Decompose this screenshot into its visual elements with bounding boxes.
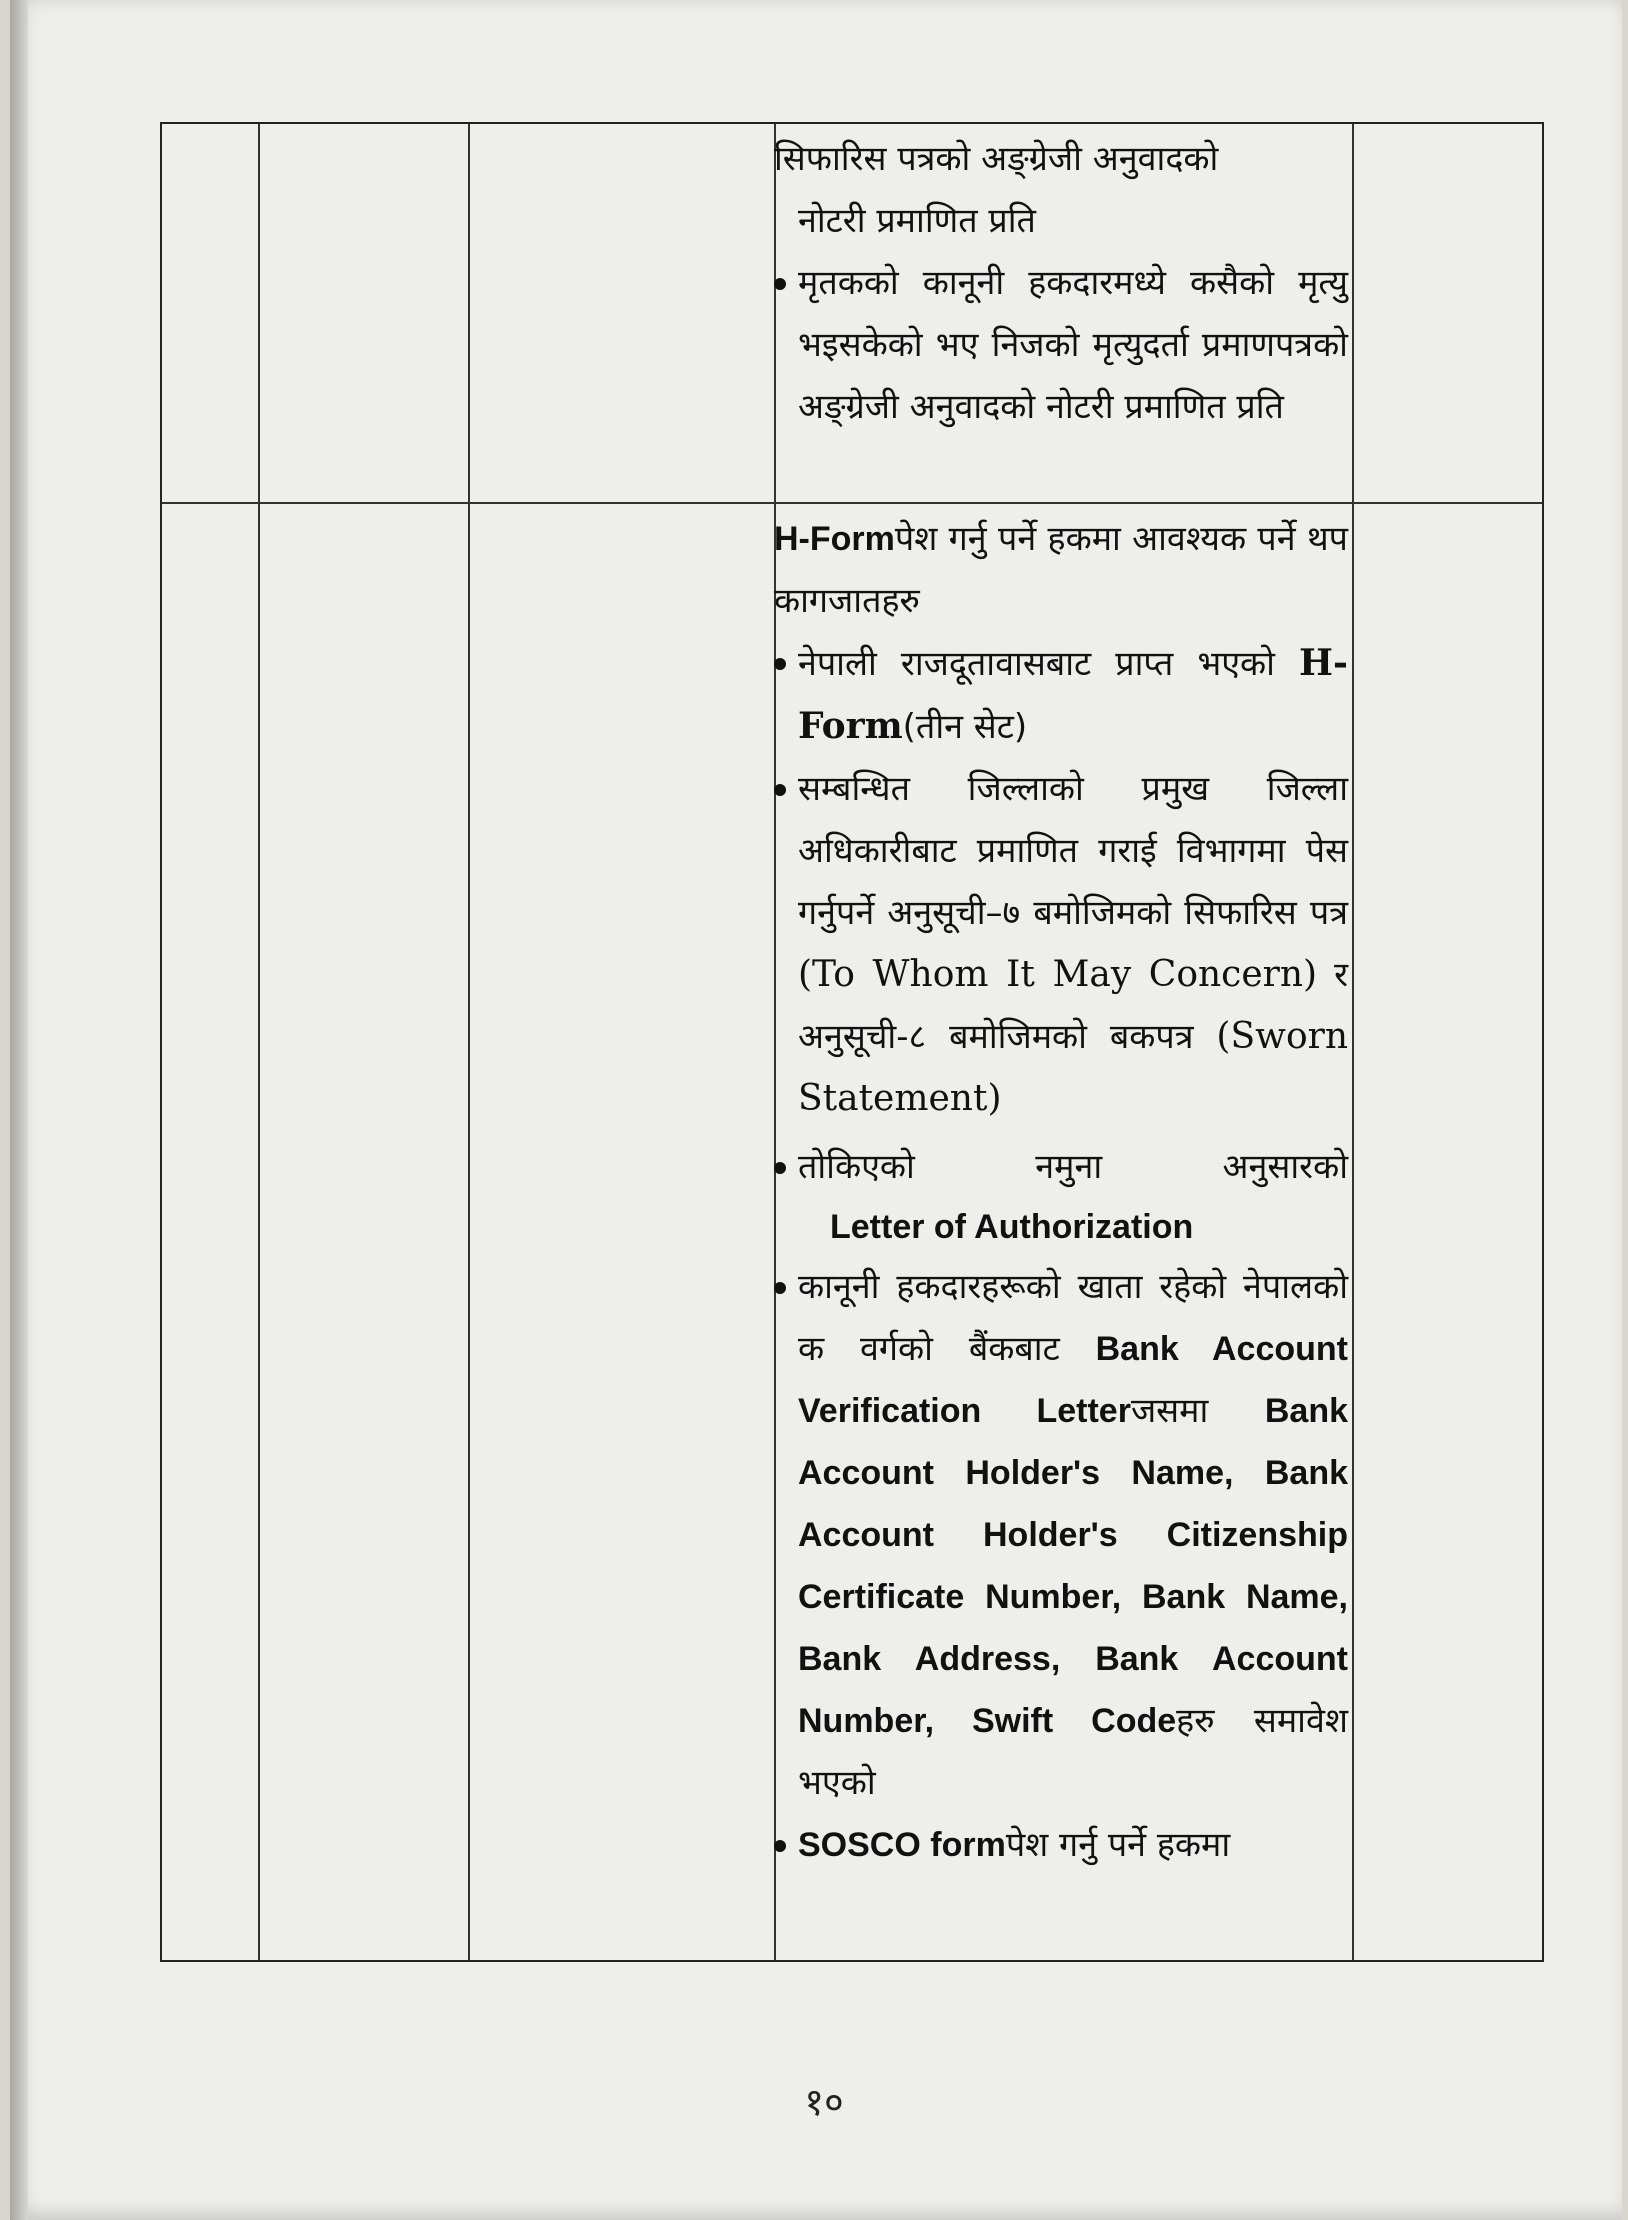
page-number: १० xyxy=(804,2080,844,2124)
column-divider-2 xyxy=(468,124,470,1960)
column-divider-1 xyxy=(258,124,260,1960)
row-divider xyxy=(162,502,1542,504)
hform-label: H-Form xyxy=(774,520,895,558)
bullet-authorization-text: तोकिएको नमुना अनुसारको xyxy=(798,1147,1348,1187)
bullet-recommendation-latin: (To Whom It May Concern) xyxy=(798,954,1318,995)
document-page xyxy=(10,0,1622,2220)
row2-bullet-bank-verification xyxy=(774,1256,1348,1814)
row2-heading xyxy=(774,508,1348,632)
row2-documents-cell xyxy=(774,508,1348,1876)
column-divider-4 xyxy=(1352,124,1354,1960)
bullet-text xyxy=(798,1814,1348,1876)
bullet-recommendation-mid: र अनुसूची-८ बमोजिमको बकपत्र xyxy=(798,955,1348,1057)
requirements-table xyxy=(160,122,1544,1962)
bullet-dot-icon xyxy=(774,658,786,670)
bullet-dot-icon xyxy=(774,1840,786,1852)
row1-line-2: नोटरी प्रमाणित प्रति xyxy=(798,201,1036,241)
bullet-authorization-bold: Letter of Authorization xyxy=(830,1208,1194,1246)
bullet-bank-text: कानूनी हकदारहरूको खाता रहेको नेपालको क वर्गको बैंकबाट xyxy=(798,1267,1348,1369)
bullet-hform-bold: H-Form xyxy=(798,642,1349,747)
bullet-sosco-bold: SOSCO form xyxy=(798,1826,1006,1864)
row2-bullet-recommendation xyxy=(774,758,1348,1130)
bullet-dot-icon xyxy=(774,1162,786,1174)
bullet-dot-icon xyxy=(774,1282,786,1294)
authorization-letter-line xyxy=(774,1198,1348,1256)
bullet-text xyxy=(798,1136,1348,1198)
bullet-bank-en1: Bank Account Verification Letter xyxy=(798,1330,1349,1430)
bullet-bank-suffix: हरु समावेश भएको xyxy=(798,1701,1349,1803)
bullet-hform-suffix: (तीन सेट) xyxy=(902,707,1028,747)
bullet-text: मृतकको कानूनी हकदारमध्ये कसैको मृत्यु भइसकेको भए निजको मृत्युदर्ता प्रमाणपत्रको अङ्ग्रेजी अनुवादको नोटरी प्रमाणित प्रति xyxy=(798,263,1348,427)
bullet-bank-joiner: जसमा xyxy=(1130,1391,1209,1431)
bullet-text xyxy=(798,758,1348,1130)
bullet-hform-text: नेपाली राजदूतावासबाट प्राप्त भएको xyxy=(798,644,1275,684)
bullet-dot-icon xyxy=(774,784,786,796)
heading-text: पेश गर्नु पर्ने हकमा आवश्यक पर्ने थप कागजातहरु xyxy=(774,519,1348,621)
row1-line-1: सिफारिस पत्रको अङ्ग्रेजी अनुवादको xyxy=(774,139,1219,179)
bullet-text xyxy=(798,1256,1348,1814)
row2-bullet-hform xyxy=(774,632,1348,758)
page-shadow-edge xyxy=(10,0,28,2220)
bullet-sosco-text: पेश गर्नु पर्ने हकमा xyxy=(1005,1825,1231,1865)
bullet-recommendation-latin2: (Sworn Statement) xyxy=(798,1016,1349,1119)
bullet-text xyxy=(798,632,1348,758)
row2-bullet-authorization xyxy=(774,1136,1348,1198)
bullet-dot-icon xyxy=(774,278,786,290)
bullet-recommendation-text: सम्बन्धित जिल्लाको प्रमुख जिल्ला अधिकारीबाट प्रमाणित गराई विभागमा पेस गर्नुपर्ने अनुसूची–७ बमोजिमको सिफारिस पत्र xyxy=(798,769,1348,933)
bullet-bank-en2: Bank Account Holder's Name, Bank Account Holder's Citizenship Certificate Number, Bank Name, Bank Address, Bank Account Number, Swift Code xyxy=(798,1392,1348,1740)
row1-bullet-death-certificate xyxy=(774,252,1348,438)
row1-documents-cell xyxy=(774,128,1348,438)
row2-bullet-sosco xyxy=(774,1814,1348,1876)
